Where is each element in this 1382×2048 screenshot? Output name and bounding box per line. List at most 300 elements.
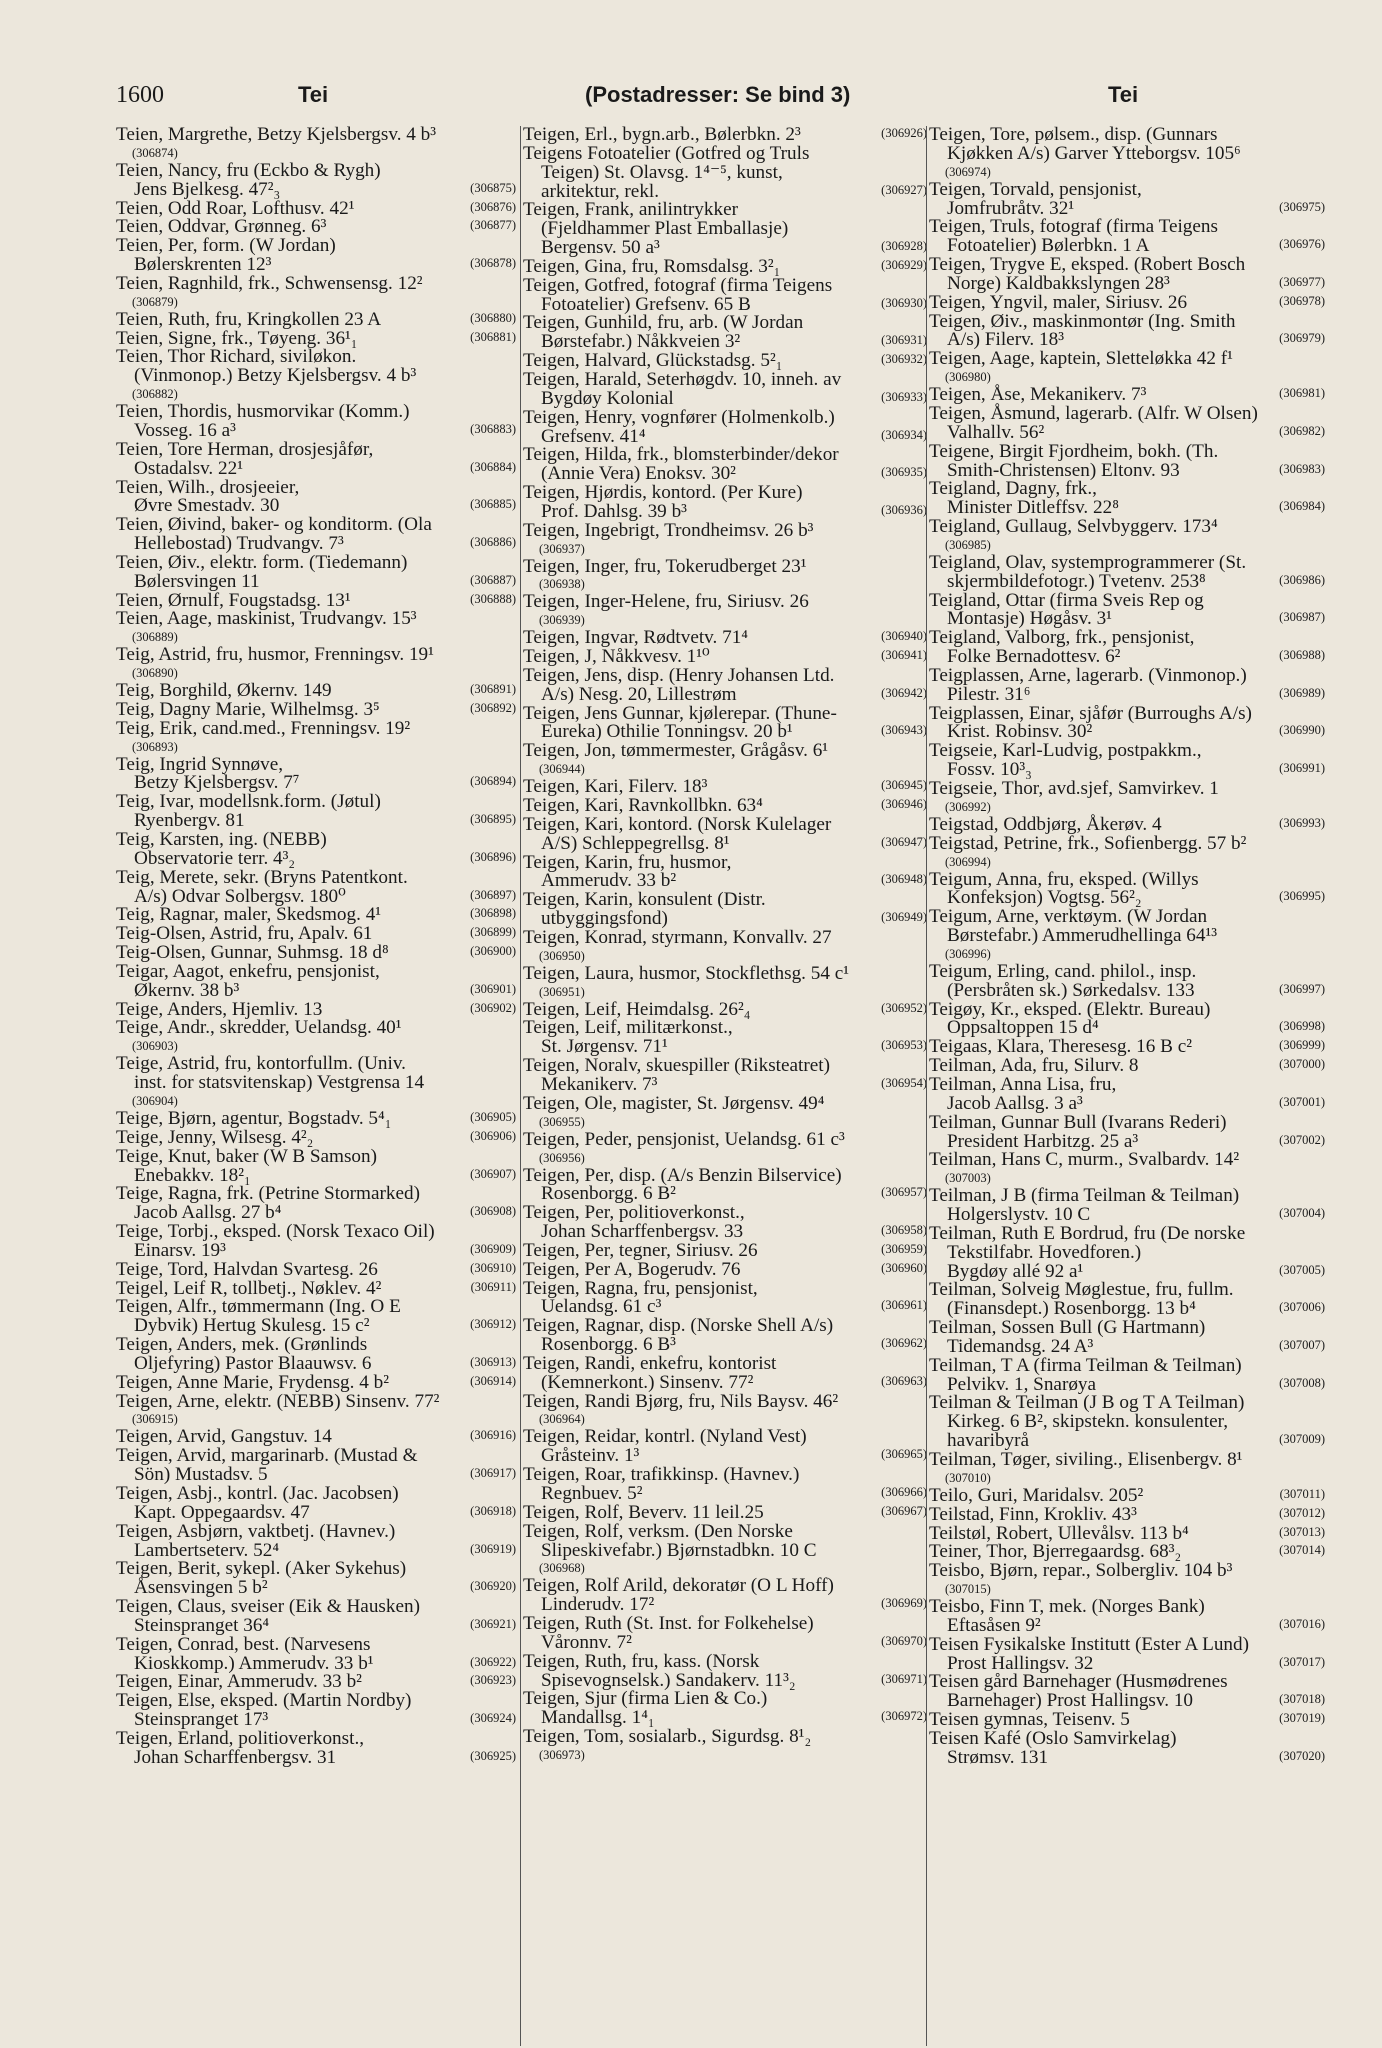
entry-continuation-line: Bygdøy Kolonial [541,387,674,409]
entry-name-line: Teigen, Peder, pensjonist, Uelandsg. 61 c³ [523,1128,845,1150]
directory-entry [116,1485,516,1523]
entry-phone-number: (306997) [1279,981,1325,996]
entry-phone-number: (306921) [470,1616,516,1631]
entry-phone-number: (306994) [945,854,991,869]
entry-continuation-line: Lambertseterv. 52⁴ [134,1539,280,1561]
entry-continuation-line: Våronnv. 7² [541,1631,632,1653]
directory-entry [116,1336,516,1374]
directory-entry [116,126,516,162]
directory-entry [929,1727,1325,1768]
entry-name-line: Teisen gymnas, Teisenv. 5 [929,1709,1130,1731]
directory-entry [929,1562,1325,1598]
entry-phone-number: (306974) [945,164,991,179]
entry-name-line: Teigen, Hjørdis, kontord. (Per Kure) [523,482,803,504]
entry-continuation-line: Kirkeg. 6 B², skipstekn. konsulenter, [947,1411,1229,1433]
entry-phone-number: (307011) [1279,1486,1325,1501]
entry-name-line: Teilman, J B (firma Teilman & Teilman) [929,1185,1240,1207]
directory-entry [116,1520,516,1561]
directory-entry [523,1092,927,1131]
entry-phone-number: (306904) [132,1093,178,1108]
entry-phone-number: (306989) [1279,685,1325,700]
entry-continuation-line: Teigen) St. Olavsg. 1⁴⁻⁵, kunst, [541,161,783,183]
directory-column-1 [116,126,516,1768]
entry-phone-number: (306914) [470,1373,516,1388]
entry-phone-number: (307012) [1279,1505,1325,1520]
directory-entry [523,142,927,202]
entry-name-line: Teigum, Erling, cand. philol., insp. [929,960,1197,982]
entry-phone-number: (306928) [881,239,927,254]
entry-name-line: Teigen, Randi, enkefru, kontorist [523,1352,777,1374]
directory-entry [116,272,516,311]
entry-continuation-line: arkitektur, rekl. [541,180,660,202]
entry-name-line: Teien, Wilh., drosjeeier, [116,476,300,498]
directory-entry [116,793,516,831]
entry-phone-number: (306888) [470,591,516,606]
directory-entry [116,753,516,794]
entry-continuation-line: Sön) Mustadsv. 5 [134,1464,268,1486]
entry-phone-number: (306901) [470,981,516,996]
entry-name-line: Teigen, Anders, mek. (Grønlinds [116,1334,368,1356]
entry-name-line: Teilman, Ruth E Bordrud, fru (De norske [929,1222,1246,1244]
entry-name-line: Teilstad, Finn, Krokliv. 43³ [929,1503,1137,1525]
entry-phone-number: (306887) [470,572,516,587]
entry-name-line: Teien, Odd Roar, Lofthusv. 42¹ [116,197,355,219]
entry-phone-number: (306890) [132,666,178,681]
directory-entry [929,629,1325,667]
entry-continuation-line: Prof. Dahlsg. 39 b³ [541,500,687,522]
entry-phone-number: (306903) [132,1039,178,1054]
directory-entry [116,646,516,682]
directory-entry [929,1319,1325,1357]
entry-name-line: Teigen, Karin, konsulent (Distr. [523,889,766,911]
entry-continuation-line: Krist. Robinsv. 30² [947,721,1093,743]
entry-continuation-line: Linderudv. 17² [541,1594,655,1616]
entry-name-line: Teigen, Per, tegner, Siriusv. 26 [523,1239,758,1261]
entry-name-line: Teigen, Yngvil, maler, Siriusv. 26 [929,291,1188,313]
entry-name-line: Teilo, Guri, Maridalsv. 205² [929,1484,1144,1506]
entry-continuation-line: Montasje) Høgåsv. 3¹ [947,608,1112,630]
directory-entry [523,1239,927,1261]
entry-phone-number: (307010) [945,1470,991,1485]
entry-phone-number: (307017) [1279,1654,1325,1669]
entry-phone-number: (306931) [881,333,927,348]
entry-continuation-line: Enebakkv. 18²₁ [134,1164,251,1186]
directory-entry [523,274,927,315]
entry-name-line: Teigen, Rolf, Beverv. 11 leil.25 [523,1501,764,1523]
entry-name-line: Teigen, Øiv., maskinmontør (Ing. Smith [929,310,1236,332]
entry-continuation-line: Minister Ditleffsv. 22⁸ [947,497,1119,519]
entry-name-line: Teig, Dagny Marie, Wilhelmsg. 3⁵ [116,698,380,720]
entry-continuation-line: Uelandsg. 61 c³ [541,1296,662,1318]
entry-continuation-line: Tidemandsg. 24 A³ [947,1335,1094,1357]
entry-name-line: Teilman, Hans C, murm., Svalbardv. 14² [929,1149,1240,1171]
entry-name-line: Teigen, Harald, Seterhøgdv. 10, inneh. av [523,368,842,390]
entry-name-line: Teigen, J, Nåkkvesv. 1¹⁰ [523,646,710,668]
directory-entry [929,1187,1325,1225]
entry-name-line: Teien, Nancy, fru (Eckbo & Rygh) [116,159,381,181]
entry-phone-number: (307008) [1279,1375,1325,1390]
entry-phone-number: (306973) [539,1747,585,1762]
entry-name-line: Teige, Tord, Halvdan Svartesg. 26 [116,1258,378,1280]
entry-phone-number: (306968) [539,1561,585,1576]
entry-phone-number: (306970) [881,1633,927,1648]
entry-phone-number: (307005) [1279,1262,1325,1277]
directory-entry [116,1447,516,1485]
directory-entry [929,1673,1325,1711]
directory-entry [116,866,516,907]
entry-phone-number: (306909) [470,1241,516,1256]
entry-continuation-line: A/s) Odvar Solbergsv. 180⁰ [134,885,346,907]
entry-phone-number: (306979) [1279,331,1325,346]
entry-phone-number: (306987) [1279,610,1325,625]
entry-phone-number: (306896) [470,849,516,864]
directory-entry [116,308,516,330]
entry-name-line: Teige, Knut, baker (W B Samson) [116,1145,378,1167]
entry-phone-number: (306962) [881,1336,927,1351]
entry-phone-number: (307002) [1279,1132,1325,1147]
entry-name-line: Teisen Kafé (Oslo Samvirkelag) [929,1727,1177,1749]
entry-name-line: Teien, Signe, frk., Tøyeng. 36¹₁ [116,327,358,349]
entry-phone-number: (307000) [1279,1057,1325,1072]
directory-entry [523,926,927,965]
entry-name-line: Teigen, Gunhild, fru, arb. (W Jordan [523,312,804,334]
directory-entry [116,551,516,592]
entry-name-line: Teigland, Olav, systemprogrammerer (St. [929,551,1247,573]
entry-name-line: Teig-Olsen, Gunnar, Suhmsg. 18 d⁸ [116,942,389,964]
entry-name-line: Teien, Oddvar, Grønneg. 6³ [116,216,327,238]
directory-entry [929,1281,1325,1319]
directory-entry [523,1164,927,1205]
directory-entry [116,1633,516,1674]
entry-name-line: Teien, Thor Richard, siviløkon. [116,346,357,368]
entry-phone-number: (307009) [1279,1432,1325,1447]
entry-phone-number: (306946) [881,797,927,811]
entry-name-line: Teigen, Else, eksped. (Martin Nordby) [116,1690,412,1712]
entry-name-line: Teig, Astrid, fru, husmor, Frenningsv. 19¹ [116,644,434,666]
entry-continuation-line: Folke Bernadottesv. 6² [947,646,1121,668]
entry-continuation-line: Einarsv. 19³ [134,1239,226,1261]
entry-name-line: Teien, Ruth, fru, Kringkollen 23 A [116,308,382,330]
entry-name-line: Teigen, Jens, disp. (Henry Johansen Ltd. [523,664,835,686]
directory-entry [523,446,927,484]
entry-name-line: Teigen, Arvid, margarinarb. (Mustad & [116,1445,418,1467]
entry-continuation-line: Prost Hallingsv. 32 [947,1652,1094,1674]
entry-continuation-line: Bygdøy allé 92 a¹ [947,1260,1084,1282]
entry-continuation-line: Børstefabr.) Nåkkveien 3² [541,331,741,353]
entry-continuation-line: A/S) Schleppegrellsg. 8¹ [541,832,730,854]
directory-entry [523,1615,927,1653]
entry-continuation-line: (Persbråten sk.) Sørkedalsv. 133 [947,979,1195,1001]
entry-name-line: Teigen, Konrad, styrmann, Konvallv. 27 [523,926,832,948]
entry-phone-number: (306905) [470,1109,516,1124]
entry-name-line: Teigen, Reidar, kontrl. (Nyland Vest) [523,1426,807,1448]
directory-entry [523,742,927,778]
directory-entry [523,1577,927,1615]
entry-continuation-line: Slipeskivefabr.) Bjørnstadbkn. 10 C [541,1539,817,1561]
entry-continuation-line: Ammerudv. 33 b² [541,870,677,892]
entry-phone-number: (306932) [881,352,927,367]
entry-name-line: Teigum, Arne, verktøym. (W Jordan [929,906,1208,928]
entry-name-line: Teigen, Tom, sosialarb., Sigurdsg. 8¹₂ [523,1726,812,1748]
entry-phone-number: (306906) [470,1128,516,1143]
entry-continuation-line: Gråsteinv. 1³ [541,1445,640,1467]
entry-continuation-line: inst. for statsvitenskap) Vestgrensa 14 [134,1072,425,1094]
entry-continuation-line: Jacob Aallsg. 3 a³ [947,1092,1083,1114]
directory-entry [929,1222,1325,1282]
directory-entry [929,1354,1325,1395]
directory-entry [523,1650,927,1691]
entry-phone-number: (306980) [945,370,991,385]
entry-phone-number: (307014) [1279,1543,1325,1558]
entry-continuation-line: (Kemnerkont.) Sinsenv. 77² [541,1371,754,1393]
directory-entry [116,610,516,646]
entry-name-line: Teigen, Leif, Heimdalsg. 26²₄ [523,998,751,1020]
entry-phone-number: (306875) [470,180,516,195]
entry-name-line: Teisen Fysikalske Institutt (Ester A Lund) [929,1633,1250,1655]
entry-name-line: Teige, Astrid, fru, kontorfullm. (Univ. [116,1053,406,1075]
entry-continuation-line: A/s) Nesg. 20, Lillestrøm [541,683,737,705]
entry-phone-number: (306883) [470,421,516,436]
entry-continuation-line: Valhallv. 56² [947,421,1045,443]
entry-continuation-line: Oppsaltoppen 15 d⁴ [947,1017,1099,1039]
entry-phone-number: (306920) [470,1579,516,1594]
entry-name-line: Teigaas, Klara, Theresesg. 16 B c² [929,1036,1192,1058]
entry-phone-number: (306967) [881,1503,927,1518]
entry-phone-number: (306924) [470,1711,516,1726]
entry-name-line: Teien, Tore Herman, drosjesjåfør, [116,438,374,460]
entry-continuation-line: Barnehager) Prost Hallingsv. 10 [947,1690,1194,1712]
entry-phone-number: (306916) [470,1428,516,1443]
entry-phone-number: (306929) [881,257,927,272]
entry-name-line: Teigen, Erland, politioverkonst., [116,1727,365,1749]
entry-continuation-line: Pelvikv. 1, Snarøya [947,1373,1097,1395]
entry-phone-number: (306981) [1279,386,1325,401]
directory-entry [523,1520,927,1578]
entry-name-line: Teilman, Anna Lisa, fru, [929,1073,1117,1095]
entry-name-line: Teigen, Per, politioverkonst., [523,1202,745,1224]
directory-entry [116,1107,516,1129]
directory-entry [929,518,1325,554]
directory-entry [523,406,927,447]
entry-phone-number: (306964) [539,1412,585,1427]
entry-continuation-line: St. Jørgensv. 71¹ [541,1036,668,1058]
entry-continuation-line: Regnbuev. 5² [541,1483,643,1504]
entry-name-line: Teigland, Ottar (firma Sveis Rep og [929,589,1204,611]
entry-name-line: Teigen, Inger-Helene, fru, Siriusv. 26 [523,591,809,613]
directory-entry [929,440,1325,481]
entry-name-line: Teigens Fotoatelier (Gotfred og Truls [523,142,810,164]
entry-continuation-line: Steinspranget 17³ [134,1709,269,1731]
entry-name-line: Teigen, Rolf Arild, dekoratør (O L Hoff) [523,1575,834,1597]
entry-name-line: Teigen, Asbj., kontrl. (Jac. Jacobsen) [116,1483,399,1504]
entry-name-line: Teigen, Berit, sykepl. (Aker Sykehus) [116,1558,407,1580]
entry-name-line: Teige, Ragna, frk. (Petrine Stormarked) [116,1183,420,1205]
entry-continuation-line: Smith-Christensen) Eltonv. 93 [947,459,1180,481]
directory-entry [523,1728,927,1764]
entry-phone-number: (306911) [470,1279,516,1294]
directory-entry [523,962,927,1001]
entry-name-line: Teilman, Gunnar Bull (Ivarans Rederi) [929,1111,1227,1133]
directory-entry [929,402,1325,443]
entry-name-line: Teigen, Ragna, fru, pensjonist, [523,1277,758,1299]
entry-name-line: Teigen, Ingvar, Rødtvetv. 71⁴ [523,627,749,649]
entry-name-line: Teigen, Torvald, pensjonist, [929,178,1142,200]
entry-phone-number: (306983) [1279,461,1325,476]
entry-phone-number: (306902) [470,1000,516,1015]
entry-name-line: Teien, Thordis, husmorvikar (Komm.) [116,401,410,423]
entry-phone-number: (306878) [470,256,516,271]
entry-continuation-line: Økernv. 38 b³ [134,979,240,1001]
entry-name-line: Teisbo, Bjørn, repar., Solbergliv. 104 b³ [929,1560,1233,1582]
directory-entry [929,1503,1325,1525]
entry-phone-number: (306975) [1279,199,1325,214]
entry-continuation-line: Jens Bjelkesg. 47²₃ [134,178,281,200]
entry-name-line: Teigen, Ruth, fru, kass. (Norsk [523,1650,760,1672]
entry-continuation-line: Ryenbergv. 81 [134,810,245,832]
page-number: 1600 [116,82,164,108]
directory-entry [929,1451,1325,1487]
entry-phone-number: (306990) [1279,723,1325,738]
directory-entry [116,159,516,200]
entry-phone-number: (306943) [881,723,927,738]
entry-continuation-line: President Harbitzg. 25 a³ [947,1130,1139,1152]
entry-name-line: Teilman, Tøger, siviling., Elisenbergv. 8¹ [929,1449,1243,1470]
directory-entry [929,218,1325,256]
entry-continuation-line: (Annie Vera) Enoksv. 30² [541,463,736,485]
directory-entry [929,780,1325,816]
entry-continuation-line: Fotoatelier) Grefsenv. 65 B [541,293,751,315]
entry-phone-number: (306917) [470,1466,516,1481]
directory-entry [523,1258,927,1280]
entry-continuation-line: Jacob Aallsg. 27 b⁴ [134,1202,282,1224]
directory-entry [116,1560,516,1598]
directory-entry [116,476,516,517]
header-center-note: (Postadresser: Se bind 3) [585,82,851,107]
entry-continuation-line: Eftasåsen 9² [947,1614,1041,1636]
entry-name-line: Teigplassen, Einar, sjåfør (Burroughs A/s) [929,702,1252,724]
entry-phone-number: (306986) [1279,572,1325,587]
entry-name-line: Teigplassen, Arne, lagerarb. (Vinmonop.) [929,664,1247,686]
entry-continuation-line: Rosenborgg. 6 B³ [541,1334,676,1356]
entry-phone-number: (306910) [470,1260,516,1275]
entry-name-line: Teigseie, Thor, avd.sjef, Samvirkev. 1 [929,778,1219,799]
entry-phone-number: (306952) [881,1000,927,1015]
entry-name-line: Teigen, Tore, pølsem., disp. (Gunnars [929,124,1218,145]
entry-continuation-line: (Fjeldhammer Plast Emballasje) [541,218,789,240]
entry-phone-number: (306898) [470,906,516,921]
entry-phone-number: (306874) [132,145,178,160]
entry-phone-number: (306961) [881,1298,927,1313]
entry-name-line: Teigene, Birgit Fjordheim, bokh. (Th. [929,440,1219,462]
entry-continuation-line: Oljefyring) Pastor Blaauwsv. 6 [134,1352,372,1374]
directory-entry [116,1258,516,1280]
entry-phone-number: (306945) [881,778,927,793]
directory-entry [523,314,927,352]
header-left-keyword: Tei [298,82,329,107]
directory-entry [929,1394,1325,1451]
entry-phone-number: (306900) [470,944,516,959]
entry-phone-number: (306953) [881,1038,927,1053]
entry-name-line: Teigen, Inger, fru, Tokerudberget 23¹ [523,555,807,577]
entry-phone-number: (306982) [1279,423,1325,438]
entry-phone-number: (306880) [470,310,516,325]
entry-name-line: Teigar, Aagot, enkefru, pensjonist, [116,960,380,982]
entry-continuation-line: Åsensvingen 5 b² [134,1577,268,1599]
entry-continuation-line: Spisevognselsk.) Sandakerv. 11³₂ [541,1669,796,1691]
page-header [0,82,1382,112]
entry-name-line: Teilman, Solveig Møglestue, fru, fullm. [929,1279,1234,1301]
directory-entry [116,831,516,869]
directory-entry [116,438,516,479]
entry-phone-number: (306955) [539,1114,585,1129]
entry-name-line: Teigen, Ingebrigt, Trondheimsv. 26 b³ [523,519,814,541]
entry-phone-number: (307001) [1279,1094,1325,1109]
directory-entry [929,960,1325,1001]
directory-entry [929,998,1325,1039]
entry-name-line: Teilman & Teilman (J B og T A Teilman) [929,1392,1245,1414]
entry-name-line: Teigen, Leif, militærkonst., [523,1017,733,1039]
directory-entry [523,1428,927,1466]
entry-name-line: Teigseie, Karl-Ludvig, postpakkm., [929,740,1202,762]
entry-name-line: Teigøy, Kr., eksped. (Elektr. Bureau) [929,998,1211,1020]
directory-entry [929,664,1325,705]
entry-name-line: Teige, Andr., skredder, Uelandsg. 40¹ [116,1017,402,1039]
entry-phone-number: (306958) [881,1223,927,1238]
entry-name-line: Teig, Ingrid Synnøve, [116,753,284,775]
entry-phone-number: (306893) [132,739,178,754]
entry-continuation-line: utbyggingsfond) [541,908,668,930]
entry-continuation-line: Holgerslystv. 10 C [947,1204,1091,1226]
directory-entry [523,1204,927,1242]
directory-entry [116,1692,516,1730]
entry-name-line: Teigen, Hilda, frk., blomsterbinder/dekor [523,444,839,466]
entry-phone-number: (306876) [470,199,516,214]
entry-name-line: Teigen, Arne, elektr. (NEBB) Sinsenv. 77² [116,1390,440,1412]
entry-phone-number: (307007) [1279,1337,1325,1352]
entry-phone-number: (306895) [470,812,516,827]
entry-name-line: Teigen, Kari, Filerv. 18³ [523,776,708,798]
entry-name-line: Teigen, Gina, fru, Romsdalsg. 3²₁ [523,255,781,277]
entry-phone-number: (307020) [1279,1748,1325,1763]
entry-name-line: Teisbo, Finn T, mek. (Norges Bank) [929,1596,1205,1618]
entry-continuation-line: (Finansdept.) Rosenborgg. 13 b⁴ [947,1298,1196,1320]
entry-name-line: Teigen, Åse, Mekanikerv. 7³ [929,384,1147,406]
entry-phone-number: (306930) [881,295,927,310]
directory-entry [929,813,1325,835]
entry-phone-number: (306999) [1279,1038,1325,1053]
entry-phone-number: (306899) [470,925,516,940]
directory-entry [523,1690,927,1728]
directory-entry [929,310,1325,351]
directory-entry [929,1111,1325,1152]
entry-phone-number: (306937) [539,541,585,556]
entry-name-line: Teigen, Truls, fotograf (firma Teigens [929,216,1218,238]
entry-name-line: Teig, Merete, sekr. (Bryns Patentkont. [116,866,408,888]
entry-phone-number: (306944) [539,762,585,777]
entry-name-line: Teigen, Jon, tømmermester, Grågåsv. 6¹ [523,740,829,762]
entry-name-line: Teigen, Noralv, skuespiller (Riksteatret) [523,1055,830,1077]
entry-continuation-line: Pilestr. 31⁶ [947,683,1031,705]
entry-name-line: Teigen, Halvard, Glückstadsg. 5²₁ [523,350,783,372]
entry-continuation-line: Dybvik) Hertug Skulesg. 15 c² [134,1315,370,1337]
entry-phone-number: (306891) [470,682,516,697]
entry-name-line: Teige, Anders, Hjemliv. 13 [116,998,323,1020]
directory-entry [523,1128,927,1167]
entry-continuation-line: Jomfrubråtv. 32¹ [947,197,1075,219]
entry-name-line: Teigen, Karin, fru, husmor, [523,851,732,873]
entry-continuation-line: Mandallsg. 1⁴₁ [541,1707,655,1729]
directory-entry [523,891,927,929]
